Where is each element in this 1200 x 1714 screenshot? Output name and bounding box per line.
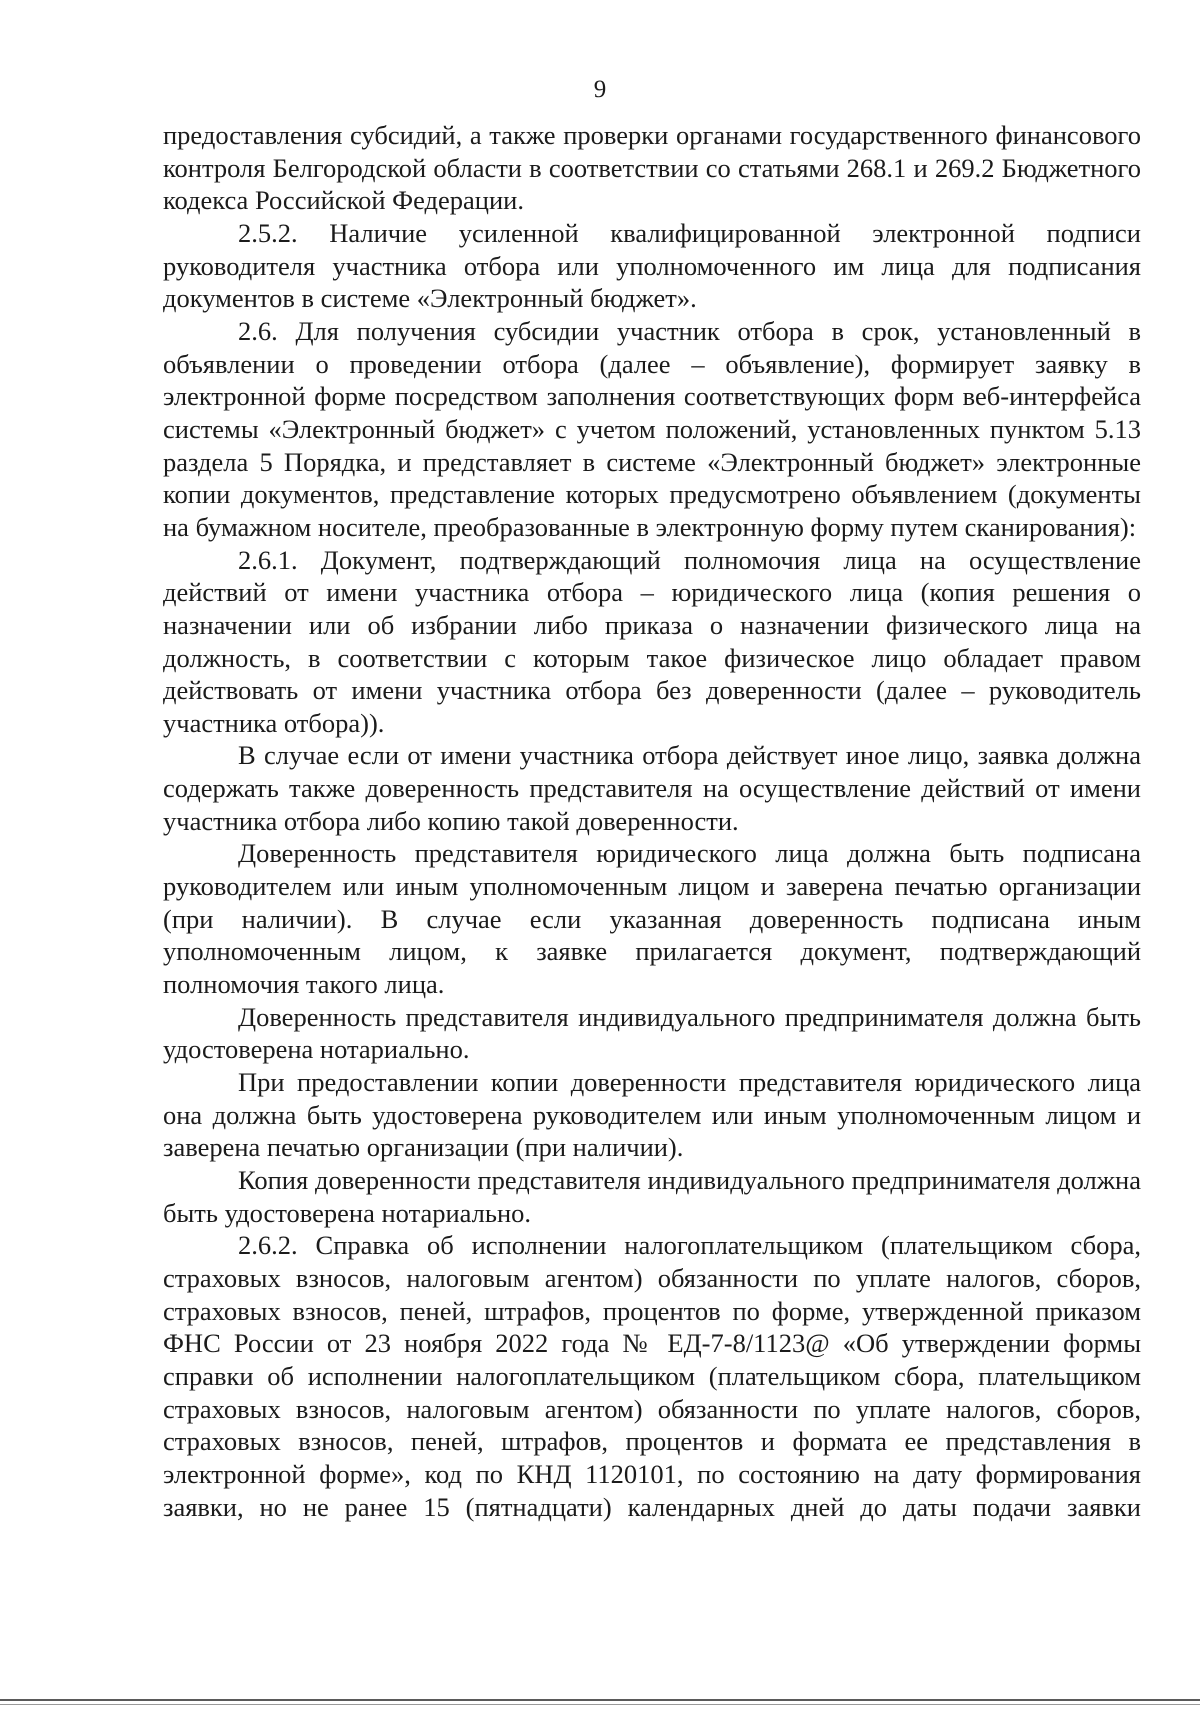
paragraph-entrepreneur-proxy-copy: Копия доверенности представителя индивидуального предпринимателя должна быть удостоверена нотариально. [163,1165,1141,1228]
paragraph-legal-entity-proxy: Доверенность представителя юридического лица должна быть подписана руководителем или иным уполномоченным лицом и заверена печатью организации (при наличии). В случае если указанная доверенность подписана иным уполномоченным лицом, к заявке прилагается документ, подтверждающий полномочия такого лица. [163,838,1141,1000]
paragraph-entrepreneur-proxy: Доверенность представителя индивидуального предпринимателя должна быть удостоверена нотариально. [163,1001,1141,1065]
paragraph-proxy-case: В случае если от имени участника отбора действует иное лицо, заявка должна содержать также доверенность представителя на осуществление действий от имени участника отбора либо копию такой доверенности. [163,740,1141,836]
bottom-scan-edge-secondary [0,1704,1200,1705]
page-number: 9 [593,76,607,103]
paragraph-2-5-2: 2.5.2. Наличие усиленной квалифицированной электронной подписи руководителя участника отбора или уполномоченного им лица для подписания документов в системе «Электронный бюджет». [163,217,1141,314]
paragraph-proxy-copy: При предоставлении копии доверенности представителя юридического лица она должна быть удостоверена руководителем или иным уполномоченным лицом и заверена печатью организации (при наличии). [163,1067,1141,1163]
paragraph-2-6: 2.6. Для получения субсидии участник отбора в срок, установленный в объявлении о проведении отбора (далее – объявление), формирует заявку в электронной форме посредством заполнения соответствующих форм веб-интерфейса системы «Электронный бюджет» с учетом положений, установленных пунктом 5.13 раздела 5 Порядка, и представляет в системе «Электронный бюджет» электронные копии документов, представление которых предусмотрено объявлением (документы на бумажном носителе, преобразованные в электронную форму путем сканирования): [163,315,1141,542]
body-text [163,119,1141,1523]
bottom-scan-edge [0,1699,1200,1701]
paragraph-continuation: предоставления субсидий, а также проверки органами государственного финансового контроля Белгородской области в соответствии со статьями 268.1 и 269.2 Бюджетного кодекса Российской Федерации. [163,120,1141,216]
paragraph-2-6-2: 2.6.2. Справка об исполнении налогоплательщиком (плательщиком сбора, страховых взносов, налоговым агентом) обязанности по уплате налогов, сборов, страховых взносов, пеней, штрафов, процентов по форме, утвержденной приказом ФНС России от 23 ноября 2022 года № ЕД-7-8/1123@ «Об утверждении формы справки об исполнении налогоплательщиком (плательщиком сбора, плательщиком страховых взносов, налоговым агентом) обязанности по уплате налогов, сборов, страховых взносов, пеней, штрафов, процентов и формата ее представления в электронной форме», код по КНД 1120101, по состоянию на дату формирования заявки, но не ранее 15 (пятнадцати) календарных дней до даты подачи заявки [163,1230,1141,1522]
paragraph-2-6-1: 2.6.1. Документ, подтверждающий полномочия лица на осуществление действий от имени участника отбора – юридического лица (копия решения о назначении или об избрании либо приказа о назначении физического лица на должность, в соответствии с которым такое физическое лицо обладает правом действовать от имени участника отбора без доверенности (далее – руководитель участника отбора)). [163,544,1141,738]
